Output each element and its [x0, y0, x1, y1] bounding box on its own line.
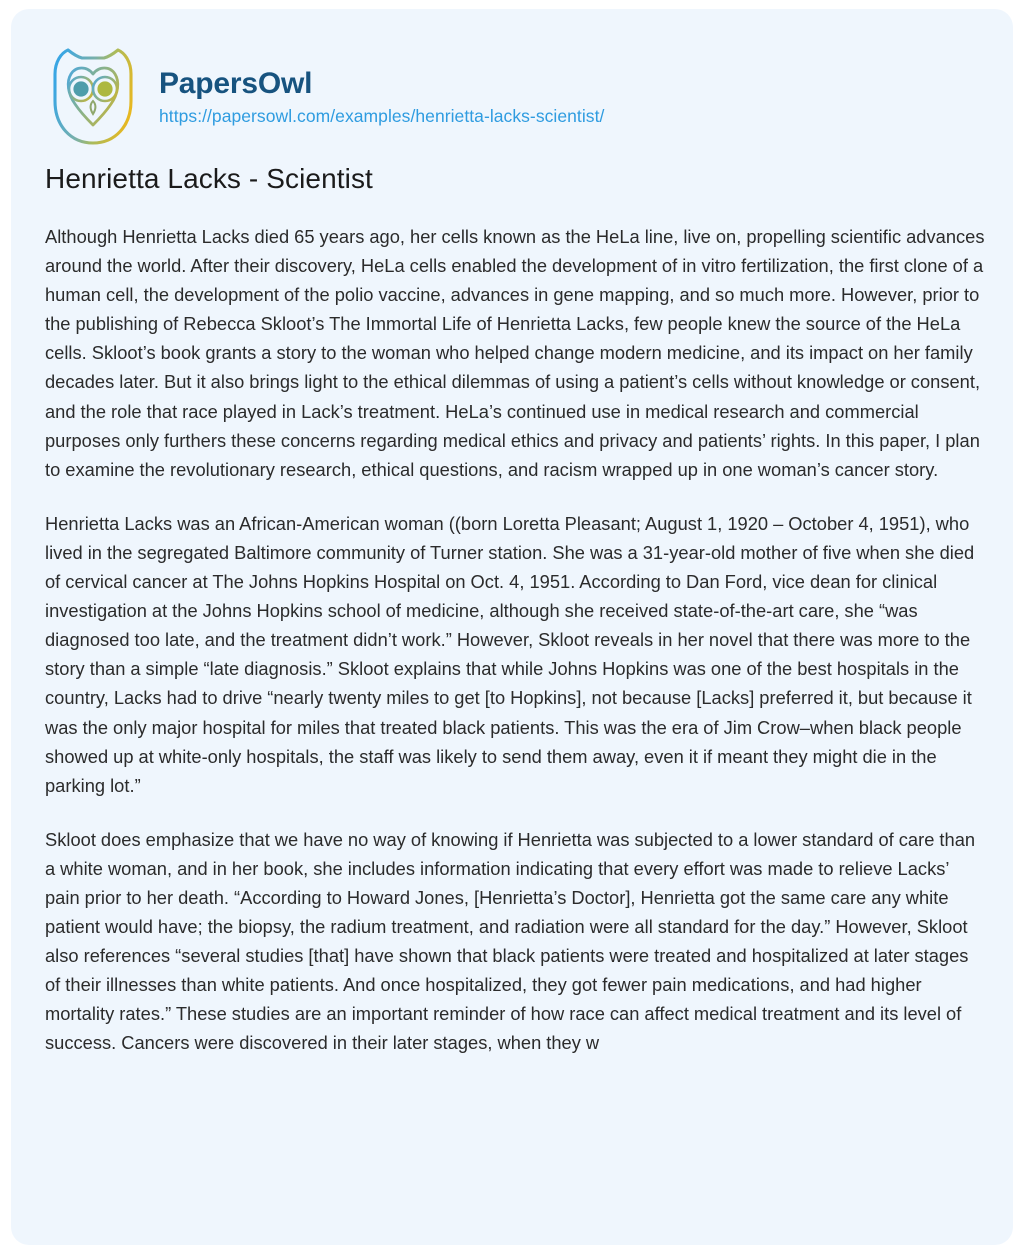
- brand-name: PapersOwl: [159, 66, 313, 100]
- article-body: [45, 161, 985, 1058]
- page-title: Henrietta Lacks - Scientist: [45, 163, 373, 194]
- article-paragraph: Although Henrietta Lacks died 65 years ago, her cells known as the HeLa line, live on, propelling scientific advances around the world. After their discovery, HeLa cells enabled the development of in vitro fertilization, the first clone of a human cell, the development of the polio vaccine, advances in gene mapping, and so much more. However, prior to the publishing of Rebecca Skloot’s The Immortal Life of Henrietta Lacks, few people knew the source of the HeLa cells. Skloot’s book grants a story to the woman who helped change modern medicine, and its impact on her family decades later. But it also brings light to the ethical dilemmas of using a patient’s cells without knowledge or consent, and the role that race played in Lack’s treatment. HeLa’s continued use in medical research and commercial purposes only furthers these concerns regarding medical ethics and privacy and patients’ rights. In this paper, I plan to examine the revolutionary research, ethical questions, and racism wrapped up in one woman’s cancer story.: [45, 226, 985, 480]
- article-content-card: [11, 9, 1013, 1245]
- brand-text-block: [159, 67, 604, 127]
- site-url-link[interactable]: https://papersowl.com/examples/henrietta-lacks-scientist/: [159, 105, 605, 126]
- article-paragraph: Skloot does emphasize that we have no way of knowing if Henrietta was subjected to a lower standard of care than a white woman, and in her book, she includes information indicating that every effort was made to relieve Lacks’ pain prior to her death. “According to Howard Jones, [Henrietta’s Doctor], Henrietta got the same care any white patient would have; the biopsy, the radium treatment, and radiation were all standard for the day.” However, Skloot also references “several studies [that] have shown that black patients were treated and hospitalized at later stages of their illnesses than white patients. And once hospitalized, they got fewer pain medications, and had higher mortality rates.” These studies are an important reminder of how race can affect medical treatment and its level of success. Cancers were discovered in their later stages, when they w: [45, 828, 976, 1054]
- article-paragraph: Henrietta Lacks was an African-American woman ((born Loretta Pleasant; August 1, 1920 – October 4, 1951), who lived in the segregated Baltimore community of Turner station. She was a 31-year-old mother of five when she died of cervical cancer at The Johns Hopkins Hospital on Oct. 4, 1951. According to Dan Ford, vice dean for clinical investigation at the Johns Hopkins school of medicine, although she received state-of-the-art care, she “was diagnosed too late, and the treatment didn’t work.” However, Skloot reveals in her novel that there was more to the story than a simple “late diagnosis.” Skloot explains that while Johns Hopkins was one of the best hospitals in the country, Lacks had to drive “nearly twenty miles to get [to Hopkins], not because [Lacks] preferred it, but because it was the only major hospital for miles that treated black patients. This was the era of Jim Crow–when black people showed up at white-only hospitals, the staff was likely to send them away, even it if meant they might die in the parking lot.”: [45, 512, 975, 796]
- site-header: [45, 39, 945, 154]
- owl-logo-icon: [45, 42, 141, 152]
